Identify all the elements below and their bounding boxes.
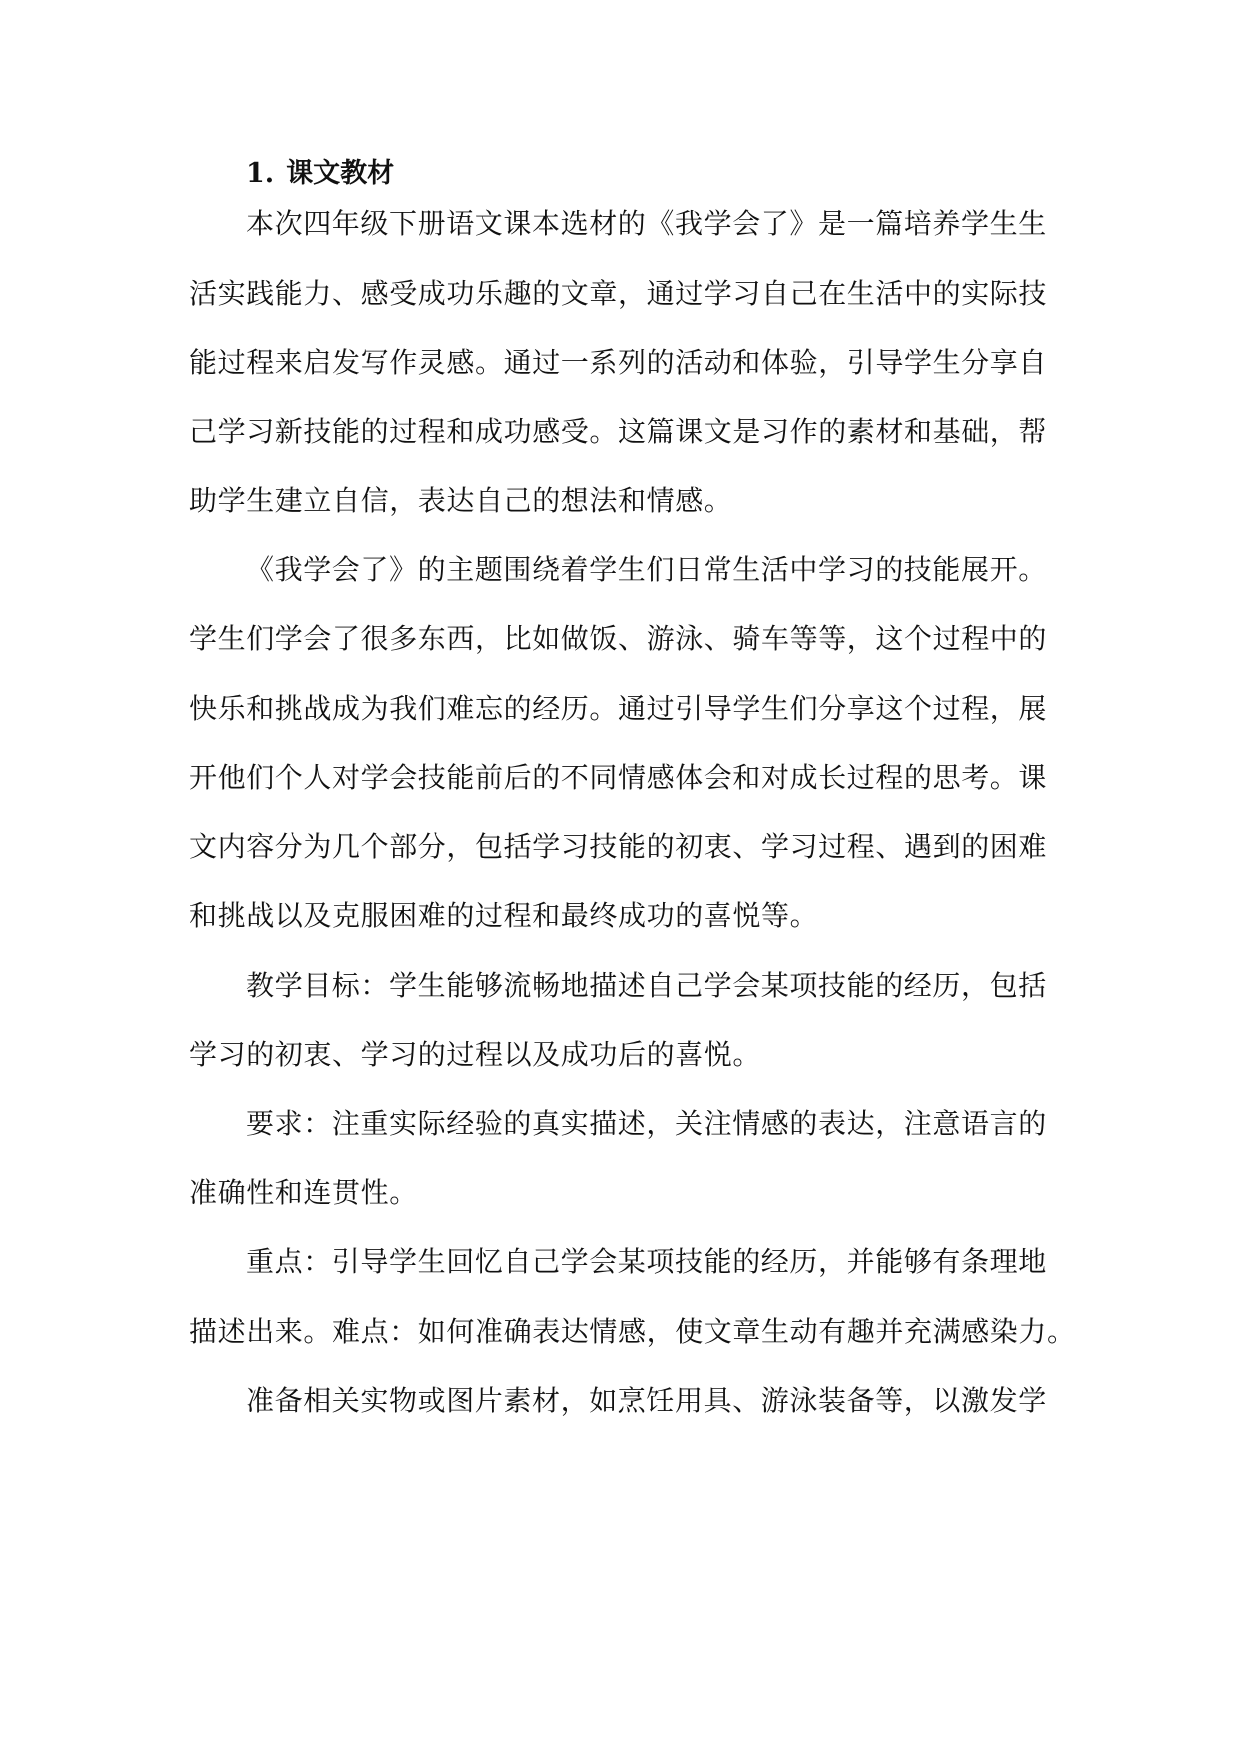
paragraph-line: 要求：注重实际经验的真实描述，关注情感的表达，注意语言的: [246, 1107, 1047, 1140]
section-number: 1.: [246, 158, 275, 189]
section-heading: [246, 150, 394, 198]
paragraph-line: 重点：引导学生回忆自己学会某项技能的经历，并能够有条理地: [246, 1245, 1047, 1278]
paragraph-line: 《我学会了》的主题围绕着学生们日常生活中学习的技能展开。: [246, 553, 1047, 586]
paragraph-line: 学生们学会了很多东西，比如做饭、游泳、骑车等等，这个过程中的: [189, 622, 1048, 655]
paragraph-line: 本次四年级下册语文课本选材的《我学会了》是一篇培养学生生: [246, 207, 1047, 240]
paragraph-line: 描述出来。难点：如何准确表达情感，使文章生动有趣并充满感染力。: [189, 1315, 1076, 1348]
paragraph-line: 教学目标：学生能够流畅地描述自己学会某项技能的经历，包括: [246, 969, 1047, 1002]
paragraph-line: 助学生建立自信，表达自己的想法和情感。: [189, 484, 733, 517]
paragraph-line: 快乐和挑战成为我们难忘的经历。通过引导学生们分享这个过程，展: [189, 692, 1048, 725]
paragraph-line: 学习的初衷、学习的过程以及成功后的喜悦。: [189, 1038, 762, 1071]
paragraph-line: 开他们个人对学会技能前后的不同情感体会和对成长过程的思考。课: [189, 761, 1048, 794]
section-title: 课文教材: [286, 158, 395, 189]
paragraph-line: 能过程来启发写作灵感。通过一系列的活动和体验，引导学生分享自: [189, 346, 1048, 379]
paragraph-line: 和挑战以及克服困难的过程和最终成功的喜悦等。: [189, 899, 819, 932]
paragraph-line: 准确性和连贯性。: [189, 1176, 418, 1209]
paragraph-line: 活实践能力、感受成功乐趣的文章，通过学习自己在生活中的实际技: [189, 277, 1048, 310]
paragraph-line: 准备相关实物或图片素材，如烹饪用具、游泳装备等，以激发学: [246, 1384, 1047, 1417]
paragraph-line: 己学习新技能的过程和成功感受。这篇课文是习作的素材和基础，帮: [189, 415, 1048, 448]
paragraph-line: 文内容分为几个部分，包括学习技能的初衷、学习过程、遇到的困难: [189, 830, 1048, 863]
